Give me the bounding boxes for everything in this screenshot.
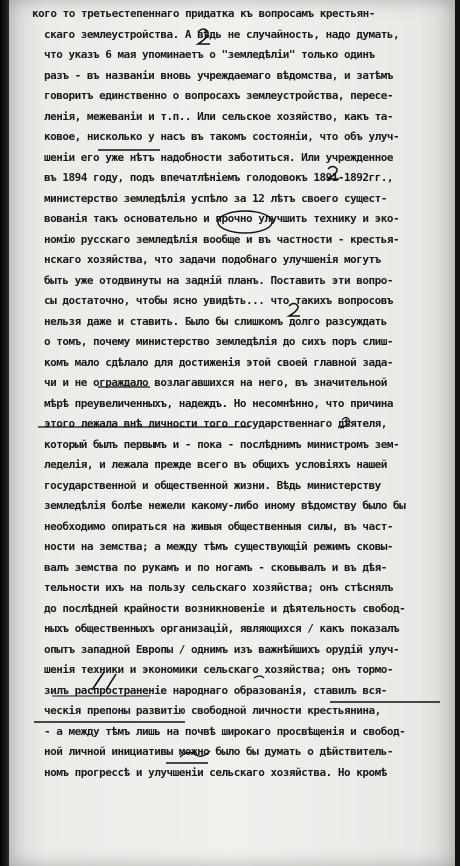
text-line: говоритъ единственно о вопросахъ землеустройства, пересе- [44,89,393,102]
text-line: что указъ 6 мая упоминаетъ о "земледѣлiи" только одинъ [44,48,375,61]
text-line: необходимо опираться на живыя общественныя силы, въ част- [44,519,393,533]
text-line: ной личной инициативы можно было бы думать о дѣйствитель- [44,745,393,758]
text-line: номiю русскаго земледѣлiя вообще и въ частности - крестья- [44,232,400,246]
text-line: тельности ихъ на пользу сельскаго хозяйства; онъ стѣснялъ [44,581,393,594]
text-line: ности на земства; а между тѣмъ существующiй режимъ сковы- [44,540,393,553]
text-line: быть уже отодвинуты на заднiй планъ. Поставить эти вопро- [44,273,393,287]
text-line: вованiя такъ основательно и прочно улучшить технику и эко- [44,212,400,225]
text-line: этого лежала внѣ личности того государственнаго дѣятеля, [44,417,387,430]
text-line: государственной и общественной жизни. Вѣдь министерству [44,478,381,492]
text-line: чи и не ограждало возлагавшихся на него, въ значительной [44,376,387,389]
text-line: зилъ распространенiе народнаго образованiя, ставилъ вся- [44,683,387,697]
text-line: разъ - въ названiи вновь учреждаемаго вѣдомства, и затѣмъ [44,68,393,82]
text-line: въ 1894 году, подъ впечатлѣнiемъ голодовокъ 1891-1892гг., [44,171,393,184]
text-line: сы достаточно, чтобы ясно увидѣть... что такихъ вопросовъ [44,294,393,307]
text-line: ленiя, межеванiи и т.п.. Или сельское хозяйство, какъ та- [44,109,393,123]
text-line: шенiя техники и экономики сельскаго хозяйства; онъ тормо- [44,663,393,676]
text-line: министерство земледѣлiя успѣло за 12 лѣтъ своего сущест- [44,191,387,205]
text-line: шенiи его уже нѣтъ надобности заботиться. Или учрежденное [44,150,393,164]
text-line: ковое, нисколько у насъ въ такомъ состоянiи, что объ улуч- [44,130,400,143]
scan-right-edge [455,0,460,866]
text-line: леделiя, и лежала прежде всего въ общихъ условiяхъ нашей [44,458,387,471]
text-line: скаго землеустройства. А вѣдь не случайность, надо думать, [44,27,400,41]
text-line: - а между тѣмъ лишь на почвѣ широкаго просвѣщенiя и свобод- [44,724,406,738]
text-line: валъ земства по рукамъ и по ногамъ - сковывалъ и въ дѣя- [44,560,387,574]
text-line: который былъ первымъ и - пока - послѣднимъ министромъ зем- [44,437,400,451]
text-line: о томъ, почему министерство земледѣлiя до сихъ поръ слиш- [44,335,393,348]
text-line: ныхъ общественныхъ организацiй, являющихся / какъ показалъ [44,622,400,635]
text-line: комъ мало сдѣлало для достиженiя этой своей главной зада- [44,355,393,369]
text-line: мѣрѣ преувеличенныхъ, надеждъ. Но несомнѣнно, что причина [44,396,393,410]
text-line: нельзя даже и ставить. Было бы слишкомъ долго разсуждать [44,314,387,328]
text-line: нскаго хозяйства, что задачи подобнаго улучшенiя могутъ [44,253,381,266]
text-line: ческiя препоны развитiю свободной личности крестьянина, [44,704,381,717]
typewritten-text-block [32,4,450,783]
text-line: земледѣлiя болѣе нежели какому-либо иному вѣдомству было бы [44,499,406,512]
text-line: опытъ западной Европы / однимъ изъ важнѣйшихъ орудiй улуч- [44,642,400,656]
text-line: номъ прогрессѣ и улучшенiи сельскаго хозяйства. Но кромѣ [44,765,387,779]
text-line: до послѣдней крайности возникновенiе и дѣятельность свобод- [44,601,406,615]
text-line: кого то третьестепеннаго придатка къ вопросамъ крестьян- [32,7,375,20]
scan-left-edge [0,0,9,866]
